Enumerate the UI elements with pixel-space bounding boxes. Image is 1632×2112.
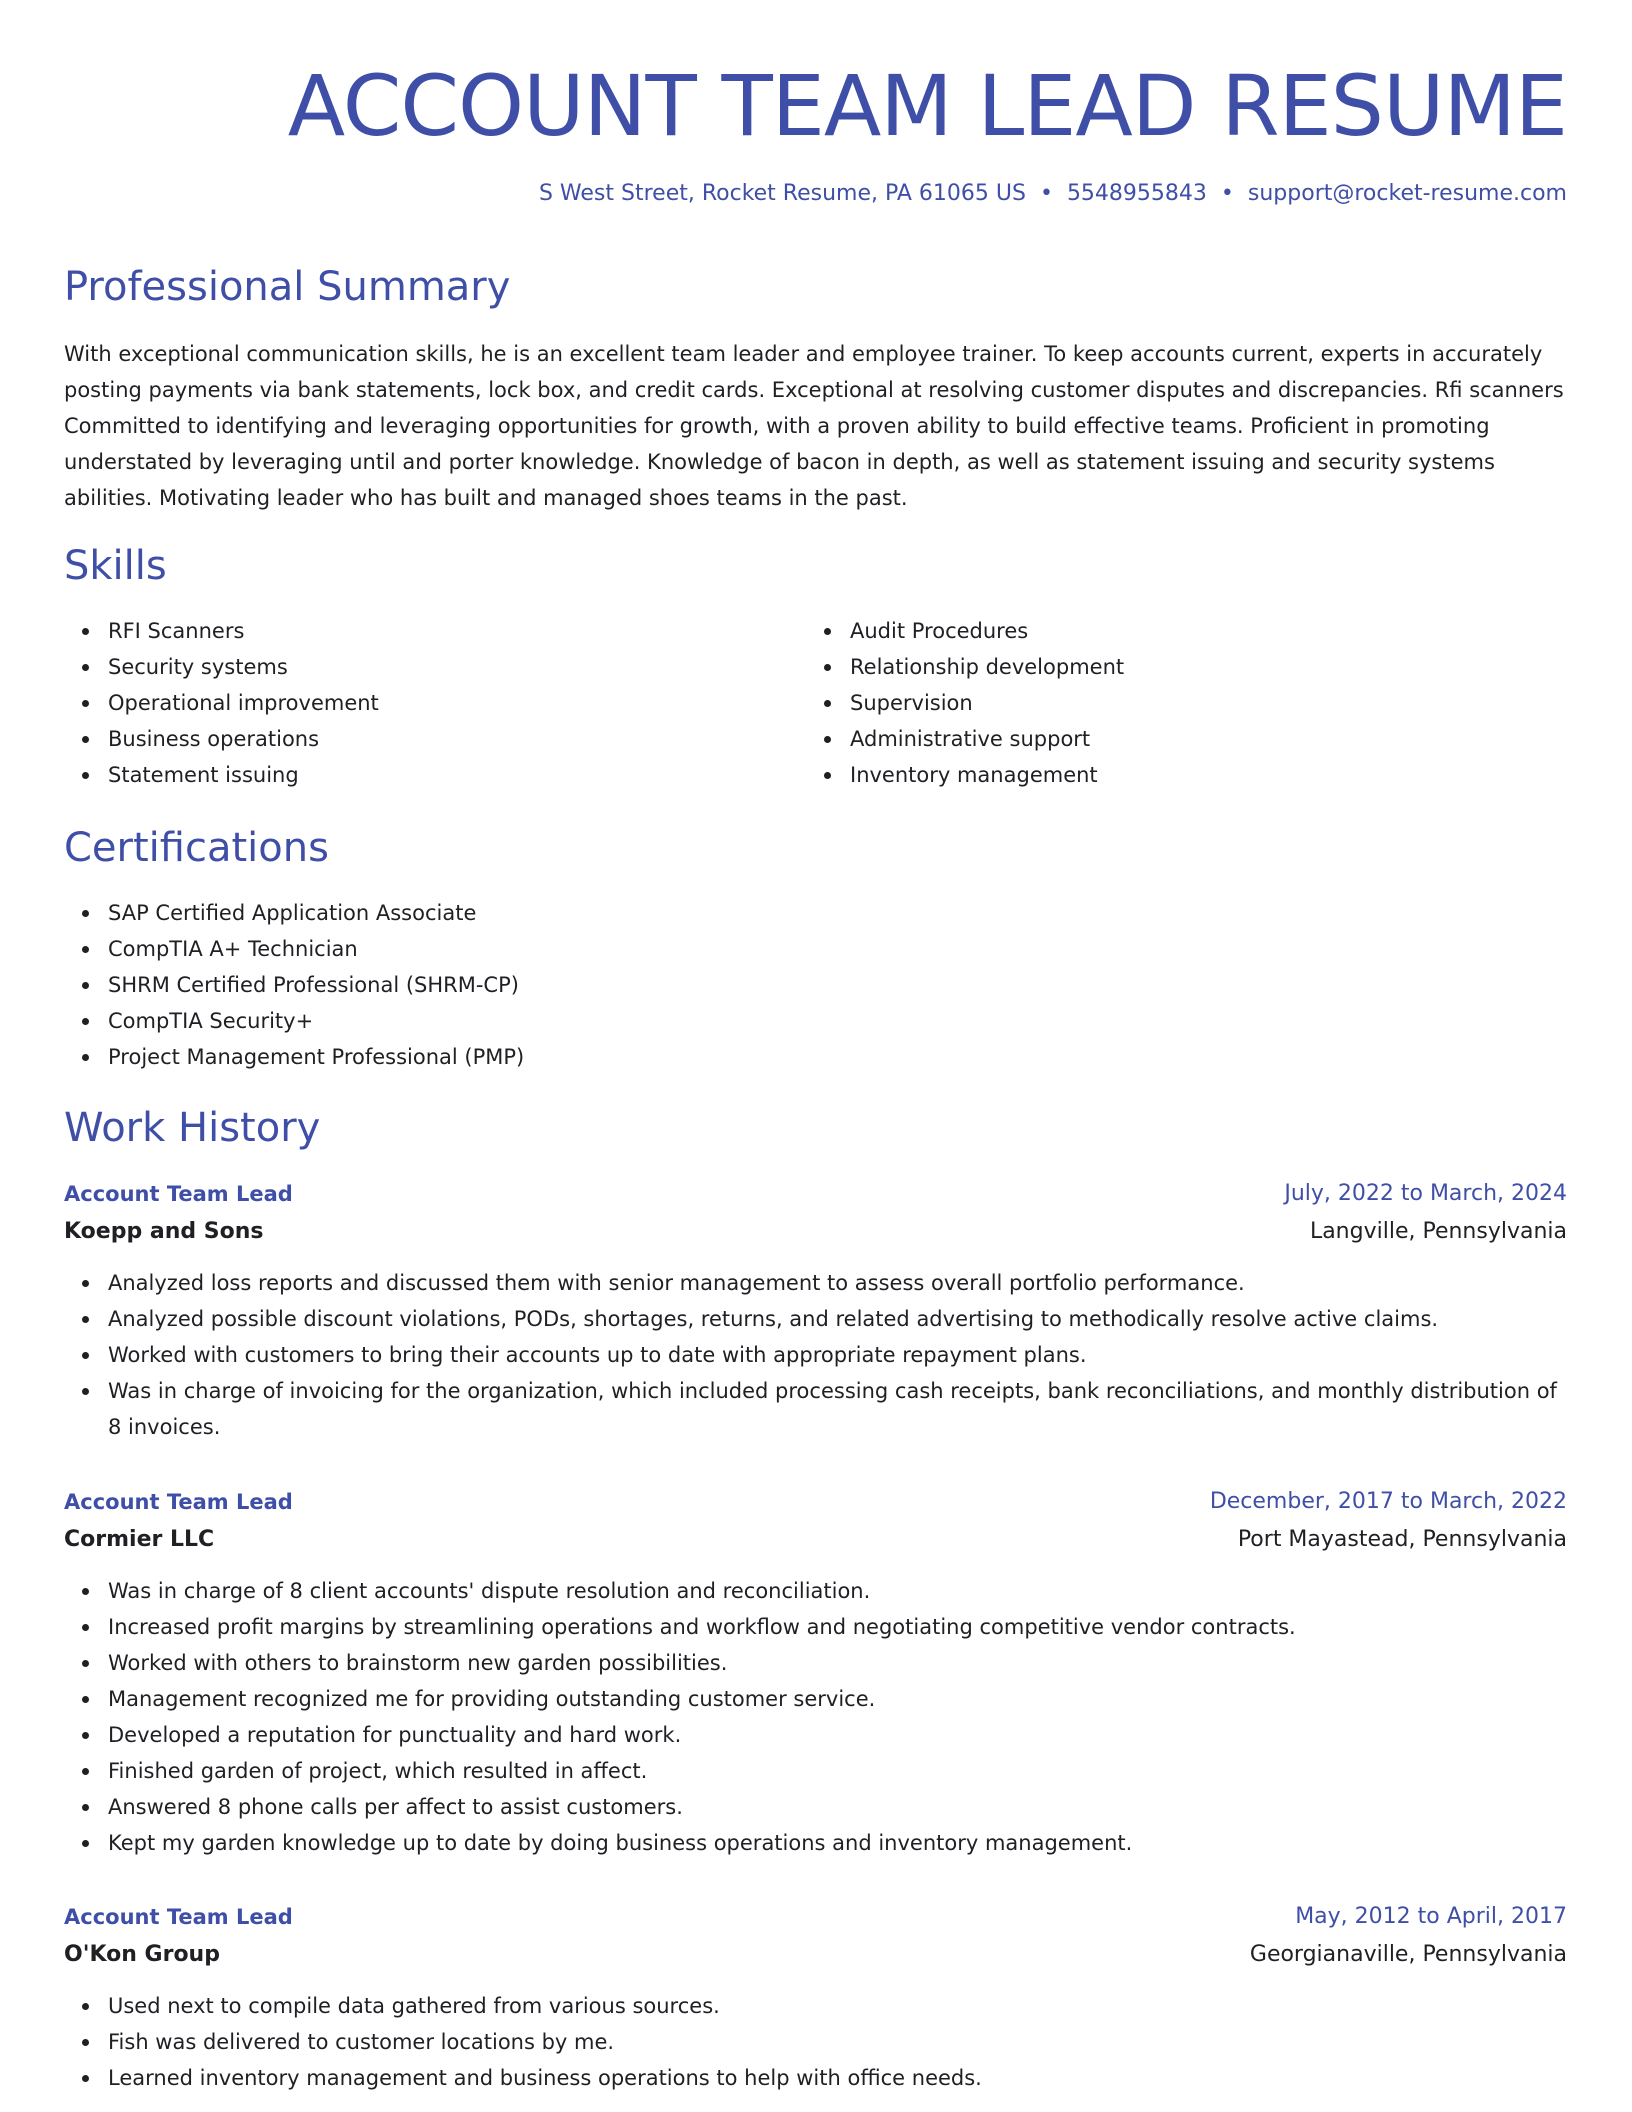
job-bullet: Answered 8 phone calls per affect to assist customers. — [64, 1789, 1567, 1825]
job-bullet: Management recognized me for providing outstanding customer service. — [64, 1681, 1567, 1717]
job-dates: December, 2017 to March, 2022 — [1209, 1489, 1567, 1514]
contact-separator: • — [1220, 181, 1234, 206]
skills-heading: Skills — [64, 543, 167, 589]
job-bullet: Used next to compile data gathered from various sources. — [64, 1988, 1567, 2024]
resume-page — [64, 0, 1567, 2090]
job-company-row — [64, 1521, 1567, 1559]
skill-item: Statement issuing — [64, 757, 764, 793]
job-company-row — [64, 1213, 1567, 1251]
skill-item: Business operations — [64, 721, 764, 757]
job-header-row — [64, 1898, 1567, 1936]
skill-item: Relationship development — [806, 649, 1506, 685]
job-bullet: Was in charge of invoicing for the organization, which included processing cash receipts, bank reconciliations, and monthly distribution of 8 invoices. — [64, 1373, 1567, 1445]
resume-title: ACCOUNT TEAM LEAD RESUME — [287, 57, 1567, 155]
job-bullet: Analyzed possible discount violations, PODs, shortages, returns, and related advertising to methodically resolve active claims. — [64, 1301, 1567, 1337]
job-bullets — [64, 1573, 1567, 1861]
certifications-list — [64, 895, 1567, 1075]
skill-item: Security systems — [64, 649, 764, 685]
certifications-heading: Certifications — [64, 825, 329, 871]
job-location: Georgianaville, Pennsylvania — [1249, 1942, 1567, 1967]
job-company-row — [64, 1936, 1567, 1974]
certification-item: CompTIA A+ Technician — [64, 931, 1567, 967]
skill-item: Audit Procedures — [806, 613, 1506, 649]
skills-list-left — [64, 613, 764, 793]
skill-item: Administrative support — [806, 721, 1506, 757]
job-title: Account Team Lead — [64, 1490, 293, 1514]
job-bullet: Analyzed loss reports and discussed them with senior management to assess overall portfolio performance. — [64, 1265, 1567, 1301]
job-dates: July, 2022 to March, 2024 — [1284, 1181, 1567, 1206]
certification-item: SAP Certified Application Associate — [64, 895, 1567, 931]
job-company: Koepp and Sons — [64, 1219, 264, 1244]
skill-item: Supervision — [806, 685, 1506, 721]
job-bullet: Developed a reputation for punctuality and hard work. — [64, 1717, 1567, 1753]
skills-list-right — [806, 613, 1506, 793]
job-bullet: Worked with others to brainstorm new garden possibilities. — [64, 1645, 1567, 1681]
job-entry — [64, 1483, 1567, 1861]
contact-address: S West Street, Rocket Resume, PA 61065 US — [538, 181, 1026, 206]
contact-line — [539, 179, 1567, 209]
job-title: Account Team Lead — [64, 1182, 293, 1206]
summary-heading: Professional Summary — [64, 264, 511, 310]
job-entry — [64, 1175, 1567, 1445]
job-company: Cormier LLC — [64, 1527, 215, 1552]
job-dates: May, 2012 to April, 2017 — [1295, 1904, 1567, 1929]
job-bullet: Finished garden of project, which resulted in affect. — [64, 1753, 1567, 1789]
skill-item: RFI Scanners — [64, 613, 764, 649]
certification-item: CompTIA Security+ — [64, 1003, 1567, 1039]
job-location: Langville, Pennsylvania — [1309, 1219, 1567, 1244]
contact-email[interactable]: support@rocket-resume.com — [1247, 181, 1567, 206]
certification-item: SHRM Certified Professional (SHRM-CP) — [64, 967, 1567, 1003]
job-bullets — [64, 1988, 1567, 2096]
job-bullets — [64, 1265, 1567, 1445]
job-location: Port Mayastead, Pennsylvania — [1237, 1527, 1567, 1552]
contact-separator: • — [1039, 181, 1053, 206]
job-bullet: Worked with customers to bring their accounts up to date with appropriate repayment plans. — [64, 1337, 1567, 1373]
skill-item: Inventory management — [806, 757, 1506, 793]
job-bullet: Increased profit margins by streamlining operations and workflow and negotiating competitive vendor contracts. — [64, 1609, 1567, 1645]
job-company: O'Kon Group — [64, 1942, 220, 1967]
certification-item: Project Management Professional (PMP) — [64, 1039, 1567, 1075]
job-bullet: Fish was delivered to customer locations by me. — [64, 2024, 1567, 2060]
job-bullet: Was in charge of 8 client accounts' dispute resolution and reconciliation. — [64, 1573, 1567, 1609]
skill-item: Operational improvement — [64, 685, 764, 721]
job-header-row — [64, 1175, 1567, 1213]
job-bullet: Kept my garden knowledge up to date by doing business operations and inventory management. — [64, 1825, 1567, 1861]
job-title: Account Team Lead — [64, 1905, 293, 1929]
job-header-row — [64, 1483, 1567, 1521]
job-entry — [64, 1898, 1567, 2096]
contact-phone: 5548955843 — [1066, 181, 1207, 206]
summary-text: With exceptional communication skills, he is an excellent team leader and employee trainer. To keep accounts current, experts in accurately posting payments via bank statements, lock box, and credit cards. Exceptional at resolving customer disputes and discrepancies. Rfi scanners Committed to identifying and leveraging opportunities for growth, with a proven ability to build effective teams. Proficient in promoting understated by leveraging until and porter knowledge. Knowledge of bacon in depth, as well as statement issuing and security systems abilities. Motivating leader who has built and managed shoes teams in the past. — [64, 342, 1564, 510]
work-history-heading: Work History — [64, 1105, 321, 1151]
job-bullet: Learned inventory management and business operations to help with office needs. — [64, 2060, 1567, 2096]
